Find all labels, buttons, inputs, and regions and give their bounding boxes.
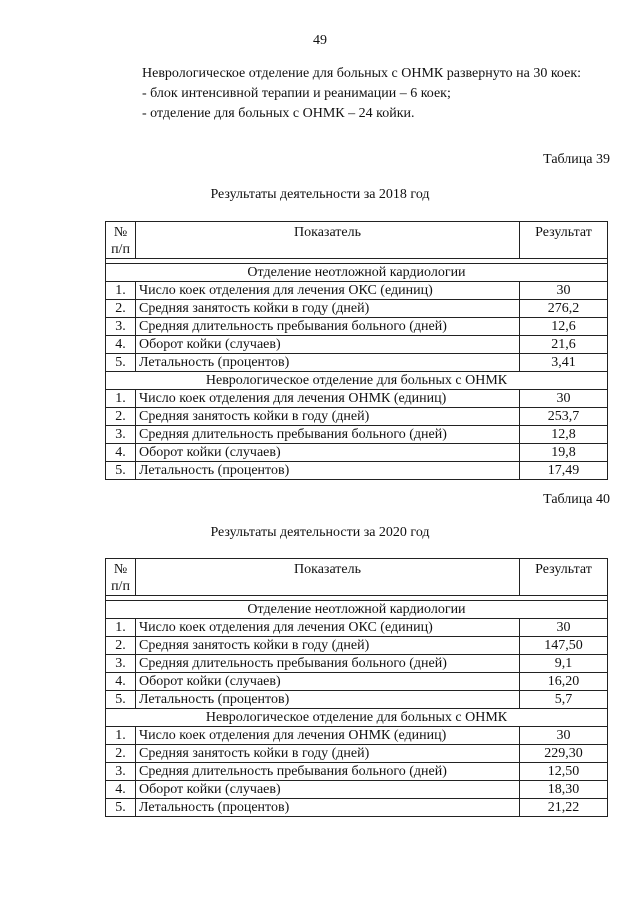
row-result: 19,8 (520, 444, 608, 462)
row-num: 1. (106, 390, 136, 408)
section-title: Неврологическое отделение для больных с ОНМК (106, 709, 608, 727)
row-result: 18,30 (520, 781, 608, 799)
row-num: 5. (106, 462, 136, 480)
row-indicator: Летальность (процентов) (136, 691, 520, 709)
row-indicator: Средняя занятость койки в году (дней) (136, 745, 520, 763)
row-result: 253,7 (520, 408, 608, 426)
row-result: 30 (520, 282, 608, 300)
header-num: № п/п (106, 222, 136, 259)
row-result: 276,2 (520, 300, 608, 318)
row-indicator: Число коек отделения для лечения ОНМК (единиц) (136, 390, 520, 408)
row-num: 4. (106, 336, 136, 354)
section-title: Отделение неотложной кардиологии (106, 601, 608, 619)
table-row (106, 799, 608, 817)
row-result: 5,7 (520, 691, 608, 709)
row-indicator: Оборот койки (случаев) (136, 673, 520, 691)
table-label: Таблица 39 (543, 152, 610, 167)
intro-lead: Неврологическое отделение для больных с ОНМК развернуто на 30 коек: (142, 66, 582, 81)
row-indicator: Число коек отделения для лечения ОКС (единиц) (136, 619, 520, 637)
table-row (106, 300, 608, 318)
row-indicator: Средняя длительность пребывания больного (дней) (136, 318, 520, 336)
page-number: 49 (313, 33, 327, 48)
row-num: 3. (106, 318, 136, 336)
row-result: 9,1 (520, 655, 608, 673)
row-result: 17,49 (520, 462, 608, 480)
row-indicator: Число коек отделения для лечения ОНМК (единиц) (136, 727, 520, 745)
row-indicator: Оборот койки (случаев) (136, 444, 520, 462)
row-num: 4. (106, 444, 136, 462)
results-table (105, 221, 608, 480)
header-num: № п/п (106, 559, 136, 596)
section-row (106, 709, 608, 727)
row-indicator: Средняя длительность пребывания больного (дней) (136, 763, 520, 781)
row-result: 12,8 (520, 426, 608, 444)
results-table (105, 558, 608, 817)
row-num: 5. (106, 799, 136, 817)
header-result: Результат (520, 559, 608, 596)
row-num: 2. (106, 745, 136, 763)
row-result: 30 (520, 390, 608, 408)
row-result: 229,30 (520, 745, 608, 763)
table-row (106, 763, 608, 781)
table-row (106, 655, 608, 673)
header-result: Результат (520, 222, 608, 259)
row-num: 3. (106, 763, 136, 781)
table-header-row (106, 222, 608, 259)
row-indicator: Средняя занятость койки в году (дней) (136, 637, 520, 655)
table-row (106, 781, 608, 799)
table-row (106, 619, 608, 637)
row-result: 30 (520, 619, 608, 637)
row-result: 30 (520, 727, 608, 745)
row-result: 147,50 (520, 637, 608, 655)
intro-bullet: - отделение для больных с ОНМК – 24 койки. (142, 106, 415, 121)
row-indicator: Средняя длительность пребывания больного (дней) (136, 426, 520, 444)
table-row (106, 691, 608, 709)
row-result: 21,22 (520, 799, 608, 817)
table-title: Результаты деятельности за 2018 год (210, 187, 430, 202)
table-row (106, 727, 608, 745)
table-row (106, 637, 608, 655)
row-result: 16,20 (520, 673, 608, 691)
section-title: Неврологическое отделение для больных с ОНМК (106, 372, 608, 390)
row-indicator: Оборот койки (случаев) (136, 336, 520, 354)
intro-bullet: - блок интенсивной терапии и реанимации – 6 коек; (142, 86, 451, 101)
row-indicator: Число коек отделения для лечения ОКС (единиц) (136, 282, 520, 300)
row-num: 1. (106, 727, 136, 745)
row-num: 1. (106, 619, 136, 637)
row-indicator: Летальность (процентов) (136, 354, 520, 372)
row-num: 2. (106, 300, 136, 318)
row-num: 5. (106, 691, 136, 709)
row-num: 3. (106, 426, 136, 444)
row-num: 2. (106, 408, 136, 426)
table-row (106, 282, 608, 300)
section-row (106, 372, 608, 390)
section-row (106, 264, 608, 282)
row-indicator: Средняя занятость койки в году (дней) (136, 408, 520, 426)
row-indicator: Летальность (процентов) (136, 799, 520, 817)
table-row (106, 462, 608, 480)
section-row (106, 601, 608, 619)
table-row (106, 408, 608, 426)
row-result: 21,6 (520, 336, 608, 354)
row-num: 3. (106, 655, 136, 673)
row-num: 1. (106, 282, 136, 300)
table-row (106, 444, 608, 462)
row-num: 4. (106, 673, 136, 691)
row-indicator: Оборот койки (случаев) (136, 781, 520, 799)
table-title: Результаты деятельности за 2020 год (210, 525, 430, 540)
row-result: 12,50 (520, 763, 608, 781)
table-header-row (106, 559, 608, 596)
table-row (106, 354, 608, 372)
row-num: 2. (106, 637, 136, 655)
table-row (106, 426, 608, 444)
table-label: Таблица 40 (543, 492, 610, 507)
header-indicator: Показатель (136, 222, 520, 259)
row-result: 3,41 (520, 354, 608, 372)
row-num: 5. (106, 354, 136, 372)
row-num: 4. (106, 781, 136, 799)
row-result: 12,6 (520, 318, 608, 336)
table-row (106, 318, 608, 336)
table-row (106, 390, 608, 408)
table-row (106, 673, 608, 691)
row-indicator: Средняя длительность пребывания больного (дней) (136, 655, 520, 673)
header-indicator: Показатель (136, 559, 520, 596)
row-indicator: Летальность (процентов) (136, 462, 520, 480)
table-row (106, 336, 608, 354)
row-indicator: Средняя занятость койки в году (дней) (136, 300, 520, 318)
section-title: Отделение неотложной кардиологии (106, 264, 608, 282)
intro-text (105, 64, 610, 124)
table-row (106, 745, 608, 763)
